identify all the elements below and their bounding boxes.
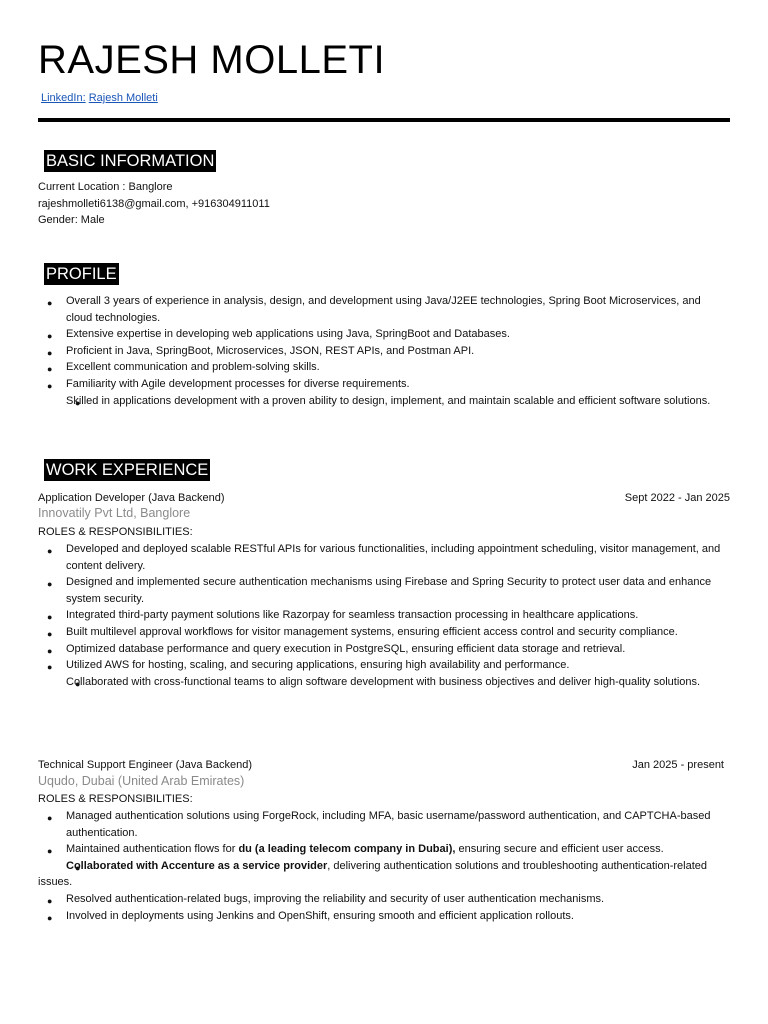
responsibility-item [38, 841, 730, 858]
profile-item: ● Extensive expertise in developing web applications using Java, SpringBoot and Databases. [38, 326, 730, 343]
linkedin-label-link[interactable]: LinkedIn: [41, 92, 86, 104]
responsibility-text: Maintained authentication flows for [66, 843, 239, 856]
job-responsibilities [38, 541, 730, 690]
profile-item: ● Overall 3 years of experience in analysis, design, and development using Java/J2EE technologies, Spring Boot Microservices, and cloud technologies. [38, 293, 730, 326]
candidate-name: RAJESH MOLLETI [38, 38, 386, 82]
responsibility-item: ● Designed and implemented secure authentication mechanisms using Firebase and Spring Security to protect user data and enhance system security. [38, 574, 730, 607]
basic-information-block [38, 179, 730, 229]
profile-item: ● Proficient in Java, SpringBoot, Microservices, JSON, REST APIs, and Postman API. [38, 343, 730, 360]
responsibility-item: ● Developed and deployed scalable RESTful APIs for various functionalities, including appointment scheduling, visitor management, and content delivery. [38, 541, 730, 574]
job-dates: Jan 2025 - present [632, 759, 724, 771]
profile-item: ● Excellent communication and problem-solving skills. [38, 359, 730, 376]
profile-block [38, 293, 730, 409]
contact-info: rajeshmolleti6138@gmail.com, +916304911011 [38, 197, 270, 210]
responsibility-text: ensuring secure and efficient user access. [455, 843, 664, 856]
responsibility-item: ● Resolved authentication-related bugs, improving the reliability and security of user authentication mechanisms. [38, 891, 730, 908]
roles-label: ROLES & RESPONSIBILITIES: [38, 793, 193, 805]
responsibility-emphasis: Collaborated with Accenture as a service provider [66, 859, 328, 872]
responsibility-item: ● Collaborated with cross-functional teams to align software development with business objectives and deliver high-quality solutions. [38, 674, 730, 691]
responsibility-item: ● Involved in deployments using Jenkins and OpenShift, ensuring smooth and efficient application rollouts. [38, 908, 730, 925]
job-dates: Sept 2022 - Jan 2025 [624, 492, 730, 504]
profile-item: ● Familiarity with Agile development processes for diverse requirements. [38, 376, 730, 393]
responsibility-item: ● Built multilevel approval workflows for visitor management systems, ensuring efficient access control and security compliance. [38, 624, 730, 641]
profile-list [38, 293, 730, 409]
section-title-profile: PROFILE [46, 265, 117, 283]
company-name: Innovatily Pvt Ltd, Banglore [38, 506, 191, 520]
gender: Gender: Male [38, 214, 105, 227]
job-title: Technical Support Engineer (Java Backend) [38, 759, 253, 771]
responsibility-emphasis: du (a leading telecom company in Dubai), [238, 843, 456, 856]
responsibility-list [38, 541, 730, 690]
roles-label: ROLES & RESPONSIBILITIES: [38, 526, 193, 538]
job-responsibilities [38, 808, 730, 924]
responsibility-item: ● Integrated third-party payment solutions like Razorpay for seamless transaction processing in healthcare applications. [38, 607, 730, 624]
company-name: Uqudo, Dubai (United Arab Emirates) [38, 774, 245, 788]
responsibility-text: , delivering authentication solutions and troubleshooting authentication-related issues. [38, 859, 708, 889]
responsibility-list [38, 808, 730, 924]
section-title-basic-information: BASIC INFORMATION [46, 152, 215, 170]
current-location: Current Location : Banglore [38, 181, 173, 193]
linkedin-line [41, 92, 158, 104]
profile-item: ● Skilled in applications development with a proven ability to design, implement, and maintain scalable and efficient software solutions. [38, 393, 730, 410]
responsibility-item: ● Optimized database performance and query execution in PostgreSQL, ensuring efficient data storage and retrieval. [38, 641, 730, 658]
responsibility-item: ● Utilized AWS for hosting, scaling, and securing applications, ensuring high availability and performance. [38, 657, 730, 674]
responsibility-item: ● Managed authentication solutions using ForgeRock, including MFA, basic username/password authentication, and CAPTCHA-based authentication. [38, 808, 730, 841]
section-title-work-experience: WORK EXPERIENCE [46, 461, 209, 479]
responsibility-item [38, 858, 730, 891]
header-divider [38, 118, 730, 122]
job-title: Application Developer (Java Backend) [38, 492, 225, 504]
linkedin-profile-link[interactable]: Rajesh Molleti [88, 92, 158, 104]
